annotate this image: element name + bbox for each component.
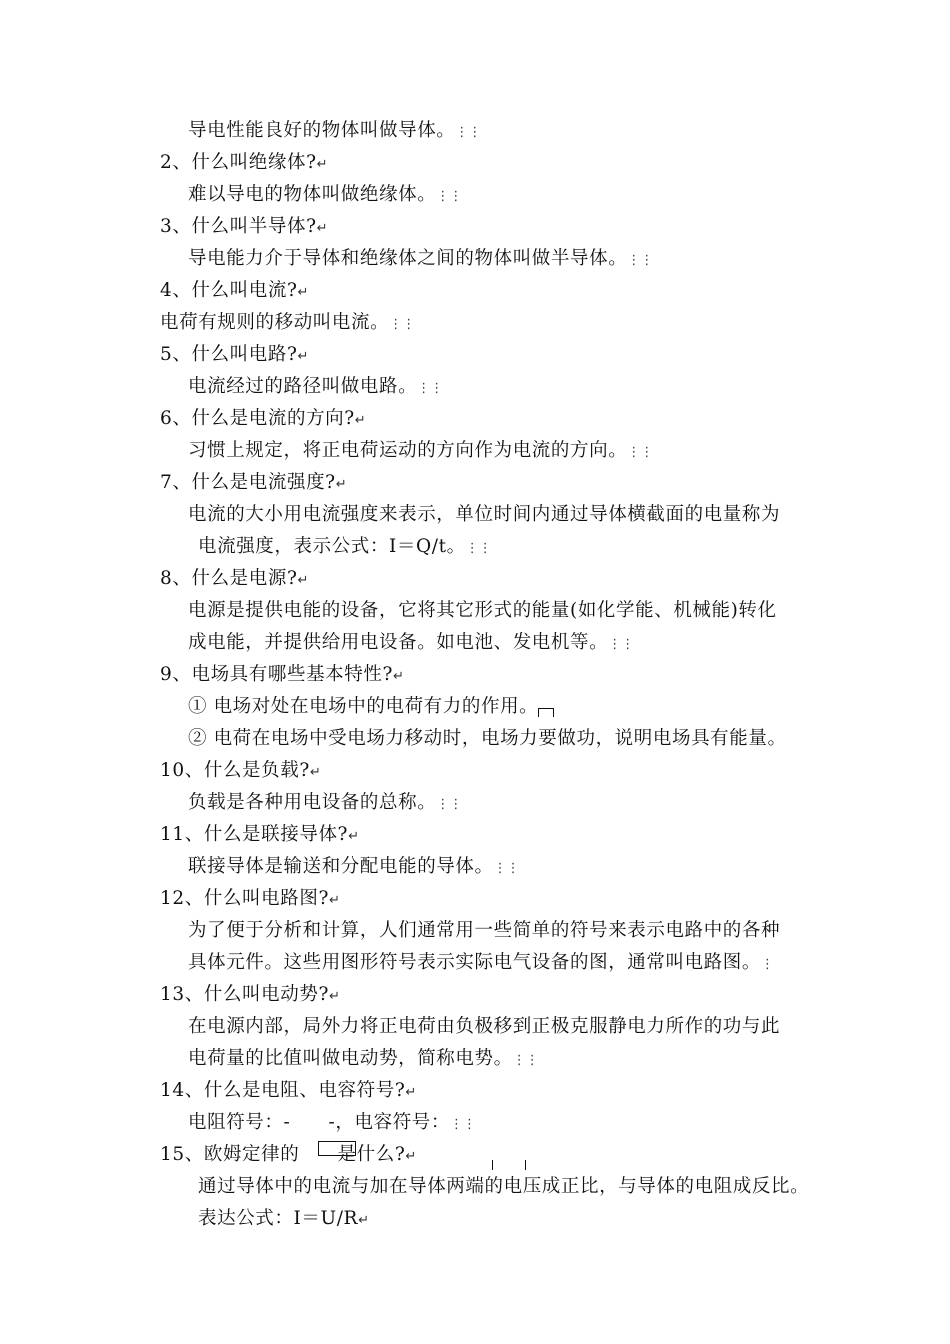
answer-13-line-1: 在电源内部，局外力将正电荷由负极移到正极克服静电力所作的功与此 (188, 1016, 781, 1037)
answer-9-item-2: ② 电荷在电场中受电场力移动时，电场力要做功，说明电场具有能量。 (188, 728, 787, 749)
paragraph-mark: ↵ (348, 829, 359, 844)
question-2: 2、什么叫绝缘体?↵ (160, 152, 328, 173)
paragraph-mark: ⋮⋮ (450, 1117, 477, 1132)
paragraph-mark: ↵ (309, 765, 321, 780)
answer-6: 习惯上规定，将正电荷运动的方向作为电流的方向。⋮⋮ (188, 440, 654, 461)
paragraph-mark: ↵ (328, 989, 340, 1004)
paragraph-mark: ⋮⋮ (436, 189, 463, 204)
paragraph-mark: ⋮⋮ (627, 253, 654, 268)
answer-15-line-1: 通过导体中的电流与加在导体两端的电压成正比，与导体的电阻成反比。 (198, 1176, 810, 1197)
paragraph-mark: ↵ (297, 573, 309, 588)
paragraph-mark: ↵ (297, 285, 309, 300)
paragraph-mark: ⋮⋮ (389, 317, 416, 332)
paragraph-mark: ⋮⋮ (436, 797, 463, 812)
question-5: 5、什么叫电路?↵ (160, 344, 309, 365)
question-10: 10、什么是负载?↵ (160, 760, 321, 781)
paragraph-mark: ⋮ (761, 957, 775, 972)
paragraph-mark: ↵ (316, 221, 328, 236)
paragraph-mark: ↵ (393, 669, 404, 684)
question-7: 7、什么是电流强度?↵ (160, 472, 347, 493)
answer-3: 导电能力介于导体和绝缘体之间的物体叫做半导体。⋮⋮ (188, 248, 654, 269)
question-15: 15、欧姆定律的 是什么?↵ (160, 1144, 417, 1165)
paragraph-mark: ⋮⋮ (512, 1053, 539, 1068)
question-9: 9、电场具有哪些基本特性?↵ (160, 664, 404, 685)
question-4: 4、什么叫电流?↵ (160, 280, 309, 301)
answer-14: 电阻符号：- -，电容符号：⋮⋮ (188, 1112, 477, 1133)
answer-2: 难以导电的物体叫做绝缘体。⋮⋮ (188, 184, 463, 205)
paragraph-mark: ⋮⋮ (608, 637, 635, 652)
answer-11: 联接导体是输送和分配电能的导体。⋮⋮ (188, 856, 520, 877)
paragraph-mark: ↵ (335, 477, 347, 492)
answer-8-line-2: 成电能，并提供给用电设备。如电池、发电机等。⋮⋮ (188, 632, 635, 653)
question-12: 12、什么叫电路图?↵ (160, 888, 340, 909)
paragraph-mark: ↵ (358, 1213, 369, 1228)
paragraph-mark: ⋮⋮ (627, 445, 654, 460)
answer-5: 电流经过的路径叫做电路。⋮⋮ (188, 376, 444, 397)
bracket-artifact (538, 708, 554, 717)
answer-12-line-2: 具体元件。这些用图形符号表示实际电气设备的图，通常叫电路图。⋮ (188, 952, 775, 973)
question-8: 8、什么是电源?↵ (160, 568, 309, 589)
answer-12-line-1: 为了便于分析和计算，人们通常用一些简单的符号来表示电路中的各种 (188, 920, 781, 941)
question-3: 3、什么叫半导体?↵ (160, 216, 328, 237)
answer-15-line-2: 表达公式：I＝U/R↵ (198, 1208, 369, 1229)
paragraph-mark: ↵ (405, 1149, 417, 1164)
paragraph-mark: ⋮⋮ (417, 381, 444, 396)
paragraph-mark: ⋮⋮ (465, 541, 492, 556)
answer-13-line-2: 电荷量的比值叫做电动势，简称电势。⋮⋮ (188, 1048, 539, 1069)
paragraph-mark: ↵ (354, 413, 366, 428)
capacitor-symbol (492, 1160, 526, 1170)
question-11: 11、什么是联接导体?↵ (160, 824, 359, 845)
paragraph-mark: ↵ (328, 893, 340, 908)
paragraph-mark: ⋮⋮ (493, 861, 520, 876)
answer-8-line-1: 电源是提供电能的设备，它将其它形式的能量(如化学能、机械能)转化 (188, 600, 777, 621)
resistor-symbol-box (318, 1141, 356, 1156)
paragraph-mark: ⋮⋮ (455, 125, 482, 140)
answer-7-line-2: 电流强度，表示公式：I＝Q/t。⋮⋮ (198, 536, 492, 557)
answer-line-1: 导电性能良好的物体叫做导体。⋮⋮ (188, 120, 482, 141)
paragraph-mark: ↵ (316, 157, 328, 172)
question-13: 13、什么叫电动势?↵ (160, 984, 340, 1005)
answer-4: 电荷有规则的移动叫电流。⋮⋮ (160, 312, 416, 333)
answer-10: 负载是各种用电设备的总称。⋮⋮ (188, 792, 463, 813)
question-14: 14、什么是电阻、电容符号?↵ (160, 1080, 417, 1101)
paragraph-mark: ↵ (405, 1085, 417, 1100)
question-6: 6、什么是电流的方向?↵ (160, 408, 366, 429)
answer-7-line-1: 电流的大小用电流强度来表示，单位时间内通过导体横截面的电量称为 (188, 504, 781, 525)
answer-9-item-1: ① 电场对处在电场中的电荷有力的作用。 (188, 696, 539, 717)
paragraph-mark: ↵ (297, 349, 309, 364)
